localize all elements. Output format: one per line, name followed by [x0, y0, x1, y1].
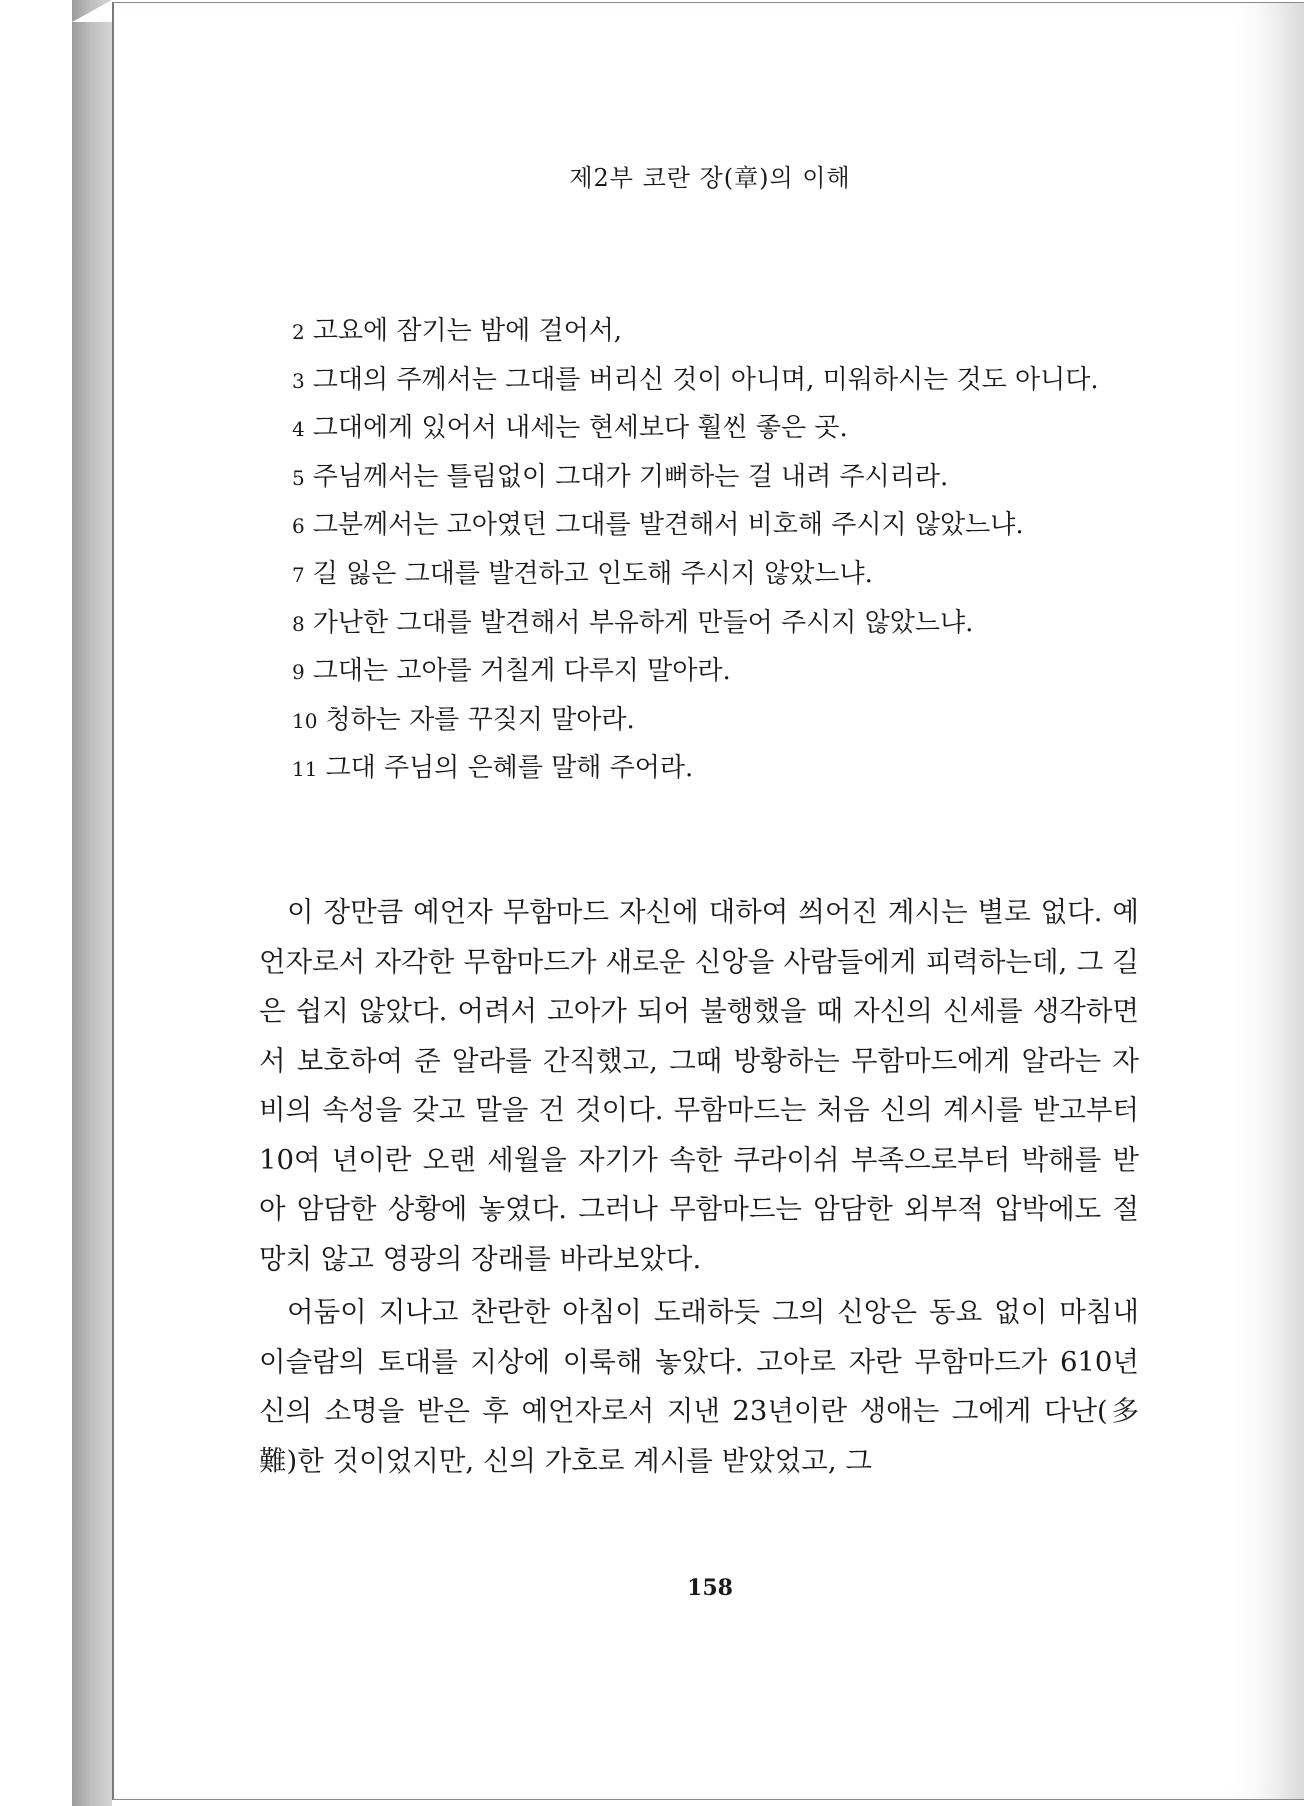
- verse-text: 그대의 주께서는 그대를 버리신 것이 아니며, 미워하시는 것도 아니다.: [312, 364, 1099, 395]
- verse-number: 3: [292, 368, 305, 393]
- verse-number: 8: [292, 611, 305, 636]
- book-page: [112, 2, 1304, 1800]
- verse-item: [292, 454, 1232, 503]
- verse-number: 4: [292, 417, 305, 442]
- book-spine: [72, 0, 112, 1806]
- verse-item: [292, 405, 1232, 454]
- verse-text: 그대는 고아를 거칠게 다루지 말아라.: [312, 656, 731, 687]
- verse-number: 10: [292, 708, 318, 733]
- verse-number: 2: [292, 320, 305, 344]
- verse-item: [292, 697, 1232, 746]
- verse-text: 주님께서는 틀림없이 그대가 기뻐하는 걸 내려 주시리라.: [312, 461, 949, 492]
- commentary-body: [259, 888, 1139, 1490]
- verse-item: [292, 502, 1232, 551]
- verse-item: [292, 745, 1232, 794]
- verse-item: [292, 648, 1232, 697]
- body-paragraph: 이 장만큼 예언자 무함마드 자신에 대하여 씌어진 계시는 별로 없다. 예언자로서 자각한 무함마드가 새로운 신앙을 사람들에게 피력하는데, 그 길은 쉽지 않았다. 어려서 고아가 되어 불행했을 때 자신의 신세를 생각하면서 보호하여 준 알라를 간직했고, 그때 방황하는 무함마드에게 알라는 자비의 속성을 갖고 말을 건 것이다. 무함마드는 처음 신의 계시를 받고부터 10여 년이란 오랜 세월을 자기가 속한 쿠라이쉬 부족으로부터 박해를 받아 암담한 상황에 놓였다. 그러나 무함마드는 암담한 외부적 압박에도 절망치 않고 영광의 장래를 바라보았다.: [259, 896, 1139, 1275]
- page-number: 158: [687, 1575, 733, 1601]
- verse-item: [292, 600, 1232, 649]
- verse-number: 5: [292, 465, 305, 490]
- verse-item: [292, 308, 1232, 357]
- verse-text: 청하는 자를 꾸짖지 말아라.: [325, 704, 635, 735]
- verse-text: 고요에 잠기는 밤에 걸어서,: [312, 316, 623, 346]
- verse-text: 가난한 그대를 발견해서 부유하게 만들어 주시지 않았느냐.: [312, 607, 974, 638]
- verse-text: 길 잃은 그대를 발견하고 인도해 주시지 않았느냐.: [312, 558, 873, 589]
- verse-text: 그대에게 있어서 내세는 현세보다 훨씬 좋은 곳.: [312, 413, 848, 444]
- verse-number: 9: [292, 660, 305, 685]
- verse-item: [292, 551, 1232, 600]
- verse-text: 그분께서는 고아였던 그대를 발견해서 비호해 주시지 않았느냐.: [312, 510, 1024, 541]
- body-paragraph: 어둠이 지나고 찬란한 아침이 도래하듯 그의 신앙은 동요 없이 마침내 이슬람의 토대를 지상에 이룩해 놓았다. 고아로 자란 무함마드가 610년 신의 소명을 받은 후 예언자로서 지낸 23년이란 생애는 그에게 다난(多難)한 것이었지만, 신의 가호로 계시를 받았었고, 그: [259, 1296, 1139, 1477]
- verse-text: 그대 주님의 은혜를 말해 주어라.: [325, 753, 694, 784]
- running-header: 제2부 코란 장(章)의 이해: [569, 164, 851, 192]
- verse-item: [292, 357, 1232, 406]
- verse-list: [292, 308, 1232, 794]
- verse-number: 11: [292, 757, 318, 782]
- verse-number: 6: [292, 514, 305, 539]
- verse-number: 7: [292, 562, 305, 587]
